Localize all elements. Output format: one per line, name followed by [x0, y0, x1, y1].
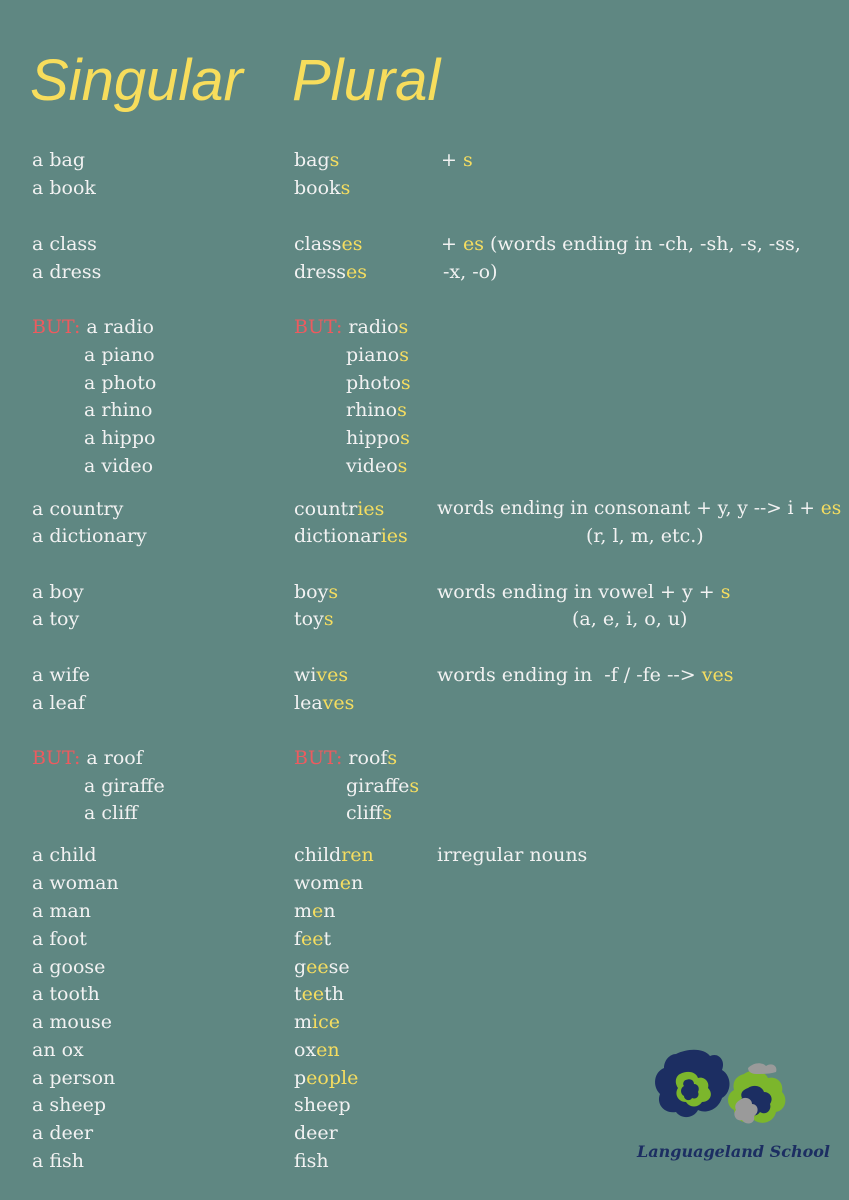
- gray-puzzle-icon: [748, 1063, 776, 1074]
- singular-word: a cliff: [84, 802, 138, 824]
- rule-vowel-y: words ending in vowel + y + s: [437, 581, 731, 603]
- singular-word: a class: [32, 233, 97, 255]
- plural-word: dictionaries: [294, 525, 408, 547]
- singular-word: a fish: [32, 1150, 85, 1172]
- rule-ies-examples: (r, l, m, etc.): [586, 525, 704, 547]
- singular-word: a person: [32, 1067, 116, 1089]
- plural-word: children: [294, 844, 374, 866]
- singular-word: a rhino: [84, 399, 153, 421]
- but-label: BUT:: [32, 316, 81, 338]
- singular-word: a piano: [84, 344, 155, 366]
- singular-word: an ox: [32, 1039, 84, 1061]
- singular-word: a country: [32, 498, 124, 520]
- plural-word: dresses: [294, 261, 367, 283]
- singular-word: a child: [32, 844, 97, 866]
- singular-word: a photo: [84, 372, 157, 394]
- plural-word: mice: [294, 1011, 340, 1033]
- plural-word: cliffs: [346, 802, 393, 824]
- rule-vowel-examples: (a, e, i, o, u): [572, 608, 688, 630]
- plural-word: giraffes: [346, 775, 420, 797]
- singular-word: BUT: a radio: [32, 316, 154, 338]
- rule-ies: words ending in consonant + y, y --> i + es: [437, 498, 842, 519]
- rule-plus-es-line2: -x, -o): [443, 261, 498, 283]
- but-label: BUT:: [32, 747, 81, 769]
- rule-ves: words ending in -f / -fe --> ves: [437, 664, 734, 686]
- plural-word: oxen: [294, 1039, 340, 1061]
- plural-word: women: [294, 872, 364, 894]
- plural-word: fish: [294, 1150, 329, 1172]
- singular-word: a man: [32, 900, 91, 922]
- singular-heading: Singular: [30, 48, 243, 113]
- plural-word: sheep: [294, 1094, 351, 1116]
- plural-word: feet: [294, 928, 332, 950]
- singular-word: a deer: [32, 1122, 94, 1144]
- singular-word: a bag: [32, 149, 86, 171]
- plural-word: countries: [294, 498, 385, 520]
- plural-word: BUT: roofs: [294, 747, 398, 769]
- plural-word: geese: [294, 956, 350, 978]
- singular-word: a dictionary: [32, 525, 147, 547]
- singular-word: a mouse: [32, 1011, 113, 1033]
- but-label: BUT:: [294, 747, 343, 769]
- plural-word: teeth: [294, 983, 345, 1005]
- singular-word: a wife: [32, 664, 90, 686]
- plural-word: people: [294, 1067, 359, 1089]
- plural-word: wives: [294, 664, 349, 686]
- plural-word: photos: [346, 372, 411, 394]
- plural-word: leaves: [294, 692, 355, 714]
- singular-word: a foot: [32, 928, 87, 950]
- plural-word: pianos: [346, 344, 410, 366]
- rule-irregular: irregular nouns: [437, 844, 588, 866]
- singular-word: a leaf: [32, 692, 86, 714]
- singular-word: a hippo: [84, 427, 156, 449]
- singular-word: a boy: [32, 581, 84, 603]
- singular-word: a dress: [32, 261, 102, 283]
- singular-word: a giraffe: [84, 775, 165, 797]
- plural-word: videos: [346, 455, 408, 477]
- plural-word: toys: [294, 608, 334, 630]
- singular-word: a goose: [32, 956, 106, 978]
- plural-heading: Plural: [292, 48, 441, 113]
- singular-word: a toy: [32, 608, 80, 630]
- singular-word: a video: [84, 455, 154, 477]
- plural-word: deer: [294, 1122, 338, 1144]
- plural-word: men: [294, 900, 336, 922]
- plural-word: books: [294, 177, 351, 199]
- plural-word: hippos: [346, 427, 410, 449]
- rule-plus-es: + es (words ending in -ch, -sh, -s, -ss,: [441, 233, 801, 255]
- rule-plus-s: + s: [441, 149, 473, 171]
- singular-word: a book: [32, 177, 96, 199]
- singular-word: a woman: [32, 872, 119, 894]
- singular-word: a sheep: [32, 1094, 107, 1116]
- plural-word: BUT: radios: [294, 316, 409, 338]
- plural-word: bags: [294, 149, 340, 171]
- plural-word: boys: [294, 581, 339, 603]
- plural-word: classes: [294, 233, 363, 255]
- singular-word: BUT: a roof: [32, 747, 143, 769]
- but-label: BUT:: [294, 316, 343, 338]
- school-name: Languageland School: [637, 1142, 830, 1161]
- plural-word: rhinos: [346, 399, 407, 421]
- singular-word: a tooth: [32, 983, 100, 1005]
